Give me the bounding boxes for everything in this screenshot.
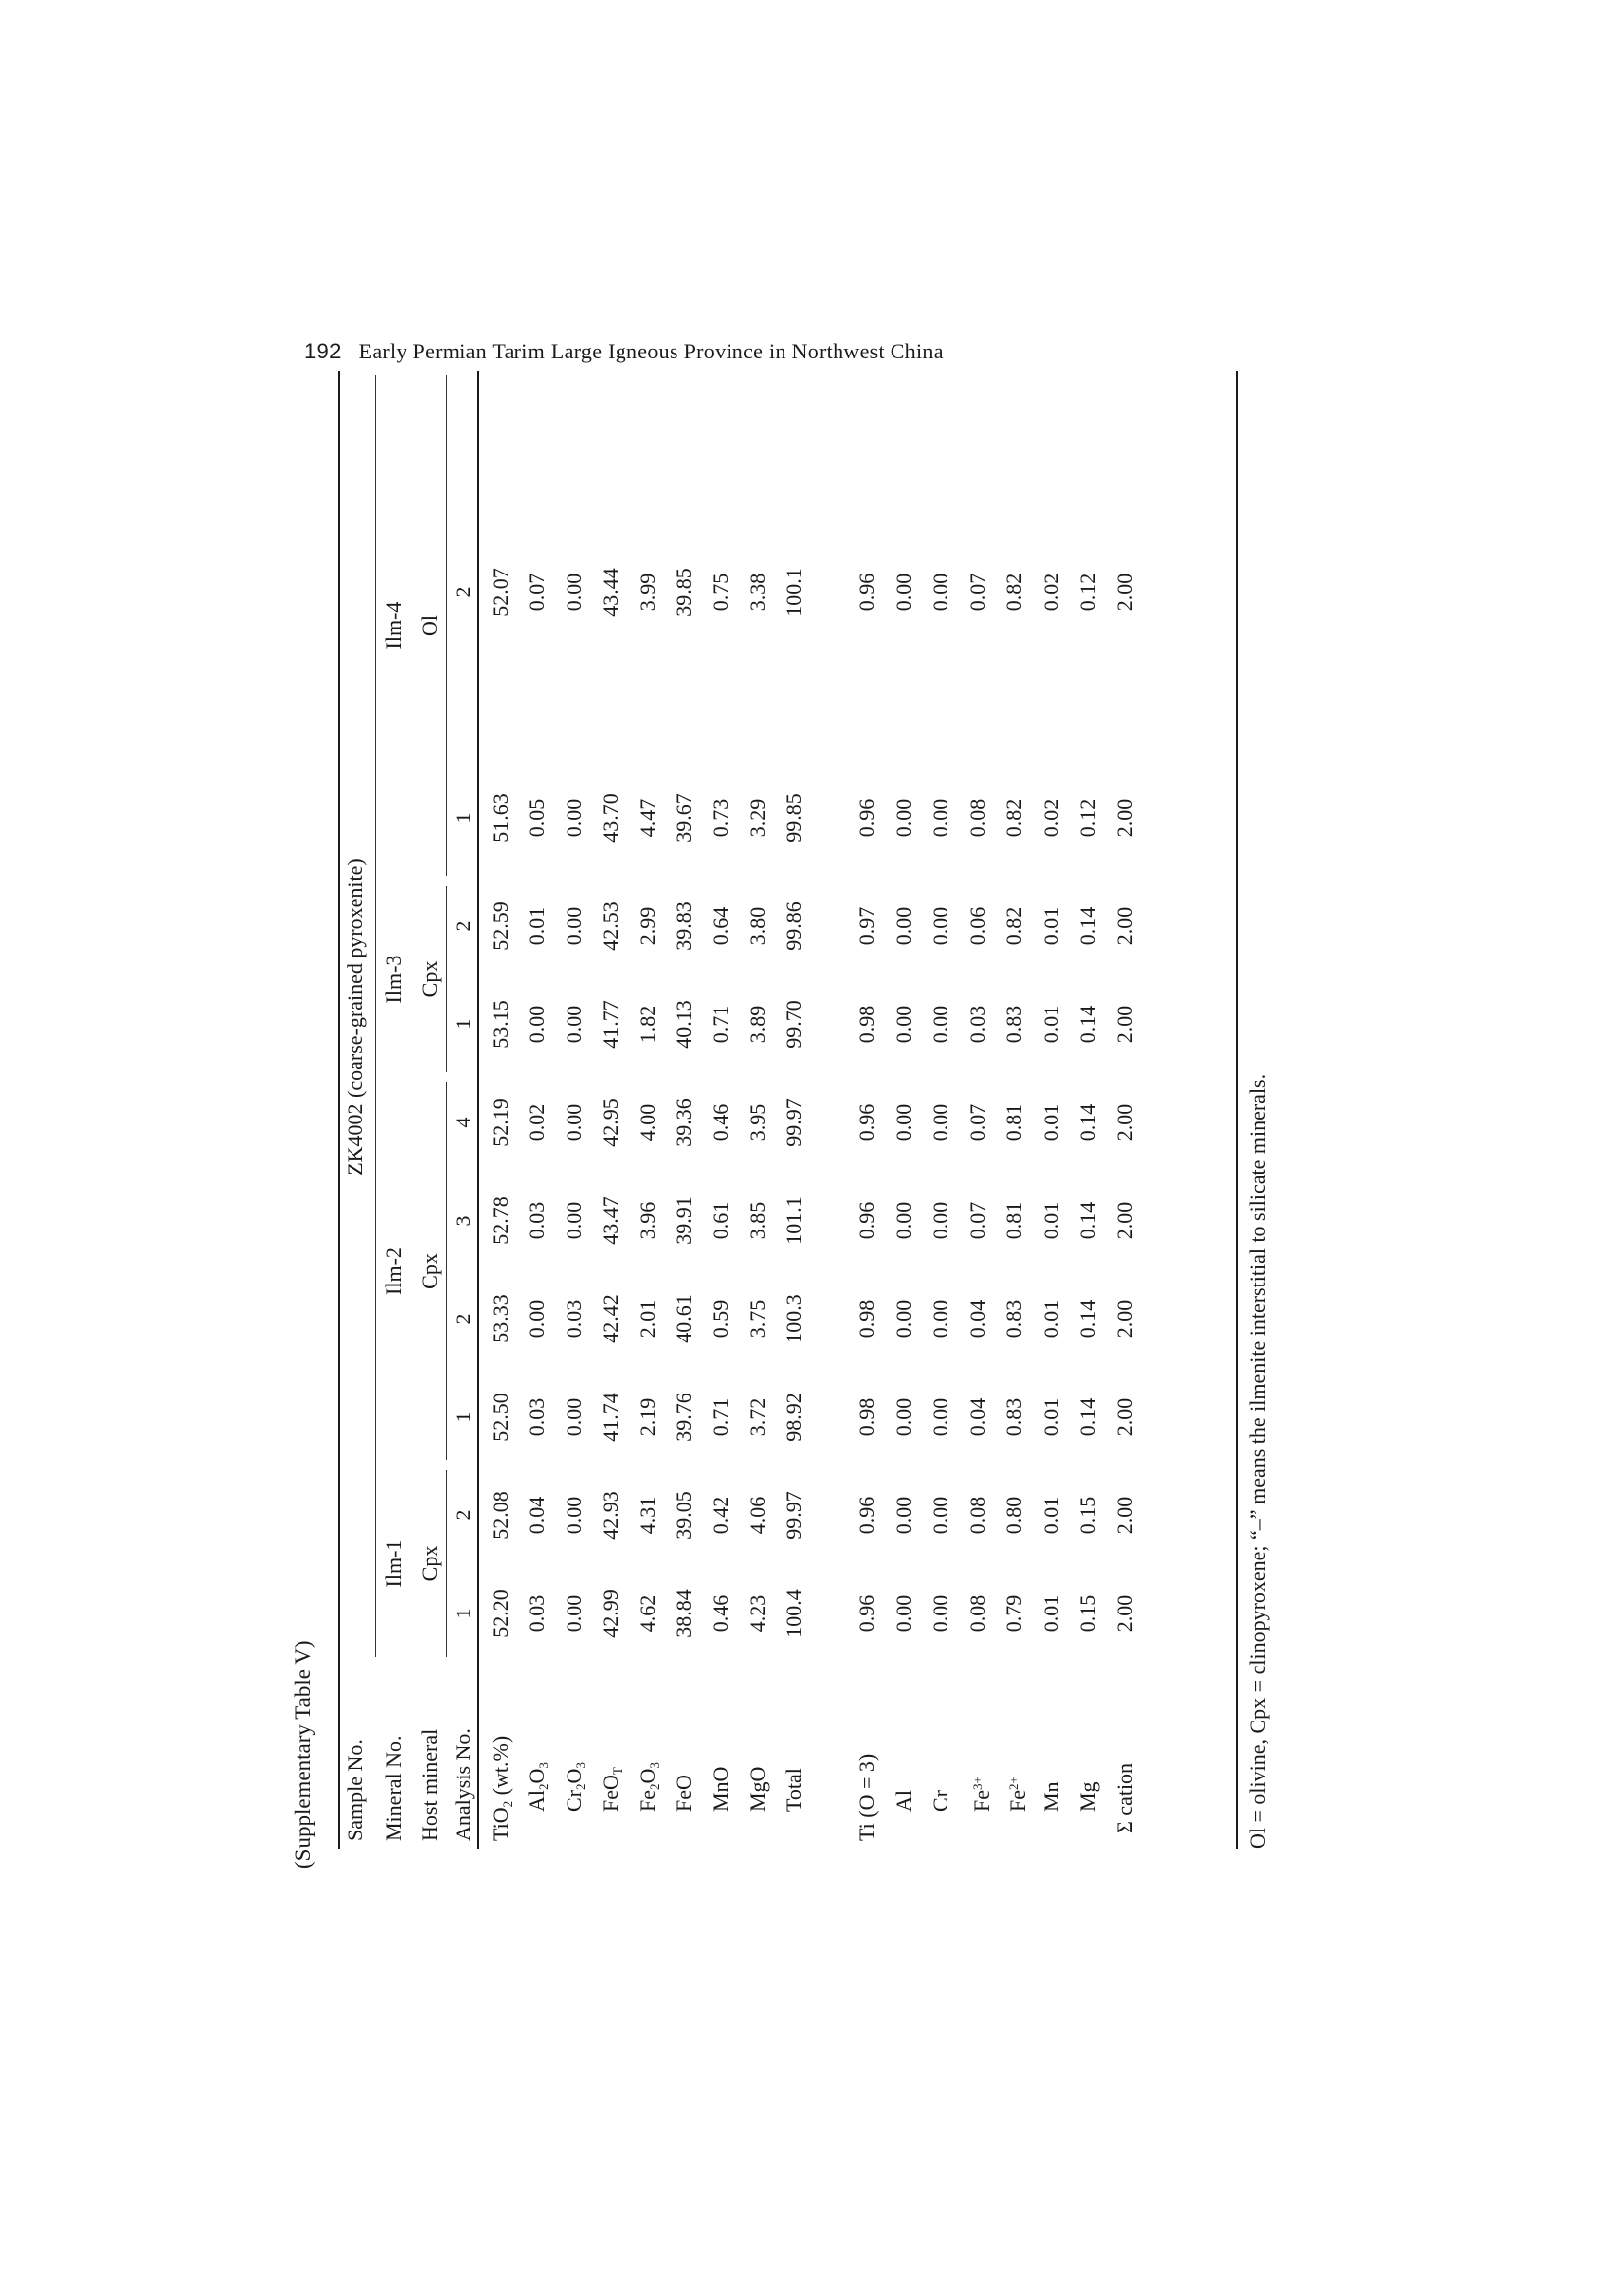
table-cell: 0.82 [1001,798,1026,838]
row-label: Total [782,1768,806,1812]
table-cell: 0.14 [1075,906,1100,946]
table-cell: 3.85 [745,1201,770,1240]
sample-name: ZK4002 (coarse-grained pyroxenite) [343,858,367,1175]
table-cell: 2.00 [1112,1397,1137,1437]
analysis-no-cell: 2 [451,586,475,598]
table-cell: 52.20 [488,1589,513,1638]
host-ilm-3: Cpx [417,960,442,998]
row-label: $Fe_2O_3$ [635,1762,662,1812]
table-cell: 0.03 [524,1201,549,1240]
table-cell: 40.61 [672,1294,696,1343]
table-cell: 0.00 [562,1005,586,1044]
table-cell: 101.1 [782,1196,806,1245]
table-cell: 0.00 [562,1201,586,1240]
table-cell: 2.00 [1112,573,1137,612]
table-cell: 0.12 [1075,798,1100,838]
table-cell: 3.96 [635,1201,660,1240]
table-cell: 0.00 [892,906,916,946]
mineral-ilm-2: Ilm-2 [381,1247,406,1295]
table-cell: 1.82 [635,1005,660,1044]
table-cell: 39.76 [672,1393,696,1442]
table-cell: 39.36 [672,1098,696,1147]
table-cell: 99.97 [782,1098,806,1147]
table-cell: 0.14 [1075,1201,1100,1240]
table-cell: 99.70 [782,1000,806,1049]
table-cell: 53.15 [488,1000,513,1049]
table-cell: 0.73 [708,798,732,838]
table-cell: 42.99 [598,1589,622,1638]
table-cell: 3.89 [745,1005,770,1044]
sample-underline [375,375,376,1657]
mineral-ilm-3: Ilm-3 [381,955,406,1004]
table-cell: 0.01 [1039,1103,1063,1142]
row-label: $Fe^{2+}$ [1005,1777,1030,1812]
table-cell: 0.03 [562,1299,586,1339]
table-cell: 0.14 [1075,1397,1100,1437]
row-label: Σ cation [1112,1762,1137,1833]
analysis-no-cell: 1 [451,812,475,824]
analysis-no-cell: 4 [451,1117,475,1128]
row-label: Mg [1075,1781,1100,1812]
table-cell: 0.81 [1001,1201,1026,1240]
row-label: MnO [708,1766,732,1812]
table-cell: 39.85 [672,568,696,617]
table-cell: 0.15 [1075,1594,1100,1633]
table-top-rule [338,371,340,1849]
table-cell: 0.83 [1001,1299,1026,1339]
table-cell: 0.02 [1039,573,1063,612]
table-cell: 2.00 [1112,1299,1137,1339]
table-cell: 52.07 [488,568,513,617]
table-cell: 0.00 [892,1496,916,1535]
table-cell: 4.62 [635,1594,660,1633]
table-cell: 98.92 [782,1393,806,1442]
table-cell: 99.97 [782,1491,806,1540]
table-cell: 4.00 [635,1103,660,1142]
table-cell: 0.01 [1039,1496,1063,1535]
row-label: $Cr_2O_3$ [562,1762,588,1812]
row-label: MgO [745,1766,770,1812]
table-cell: 53.33 [488,1294,513,1343]
table-cell: 0.98 [854,1005,879,1044]
row-label: FeO [672,1775,696,1812]
table-cell: 0.01 [1039,1201,1063,1240]
table-cell: 39.91 [672,1196,696,1245]
table-cell: 0.08 [965,1496,990,1535]
table-cell: 2.19 [635,1397,660,1437]
data-table [338,371,1237,1849]
table-cell: 0.06 [965,906,990,946]
table-cell: 0.07 [965,1103,990,1142]
table-cell: 38.84 [672,1589,696,1638]
table-cell: 0.14 [1075,1005,1100,1044]
table-cell: 43.44 [598,568,622,617]
table-cell: 100.1 [782,568,806,617]
table-cell: 0.75 [708,573,732,612]
analysis-no-cell: 2 [451,1313,475,1325]
table-cell: 0.96 [854,1594,879,1633]
table-cell: 0.01 [1039,1594,1063,1633]
table-cell: 0.83 [1001,1397,1026,1437]
table-cell: 0.96 [854,573,879,612]
table-cell: 3.29 [745,798,770,838]
table-cell: 0.04 [965,1299,990,1339]
table-cell: 0.96 [854,1201,879,1240]
mineral-no-label: Mineral No. [381,1735,406,1841]
rotated-table-block [265,445,1306,1933]
table-bottom-rule [1236,371,1238,1849]
table-cell: 43.70 [598,793,622,843]
table-cell: 3.99 [635,573,660,612]
analysis-no-cell: 1 [451,1018,475,1030]
table-cell: 0.42 [708,1496,732,1535]
table-cell: 0.00 [928,573,952,612]
table-cell: 0.03 [965,1005,990,1044]
table-cell: 0.97 [854,906,879,946]
table-cell: 0.64 [708,906,732,946]
table-cell: 0.61 [708,1201,732,1240]
table-cell: 0.03 [524,1397,549,1437]
row-label: $Al_2O_3$ [524,1762,551,1812]
table-cell: 42.95 [598,1098,622,1147]
row-label: $Fe^{3+}$ [969,1777,994,1812]
table-cell: 0.00 [928,1594,952,1633]
table-cell: 3.80 [745,906,770,946]
table-cell: 42.53 [598,902,622,951]
table-footnote: Ol = olivine, Cpx = clinopyroxene; “–” means the ilmenite interstitial to silicate minerals. [1245,1073,1270,1849]
mineral-ilm-4: Ilm-4 [381,601,406,650]
table-cell: 0.96 [854,1496,879,1535]
table-cell: 41.74 [598,1393,622,1442]
row-label: Mn [1039,1781,1063,1812]
table-cell: 0.00 [892,1201,916,1240]
table-header-rule [477,371,479,1849]
running-head [304,339,944,364]
table-cell: 52.08 [488,1491,513,1540]
table-cell: 2.00 [1112,906,1137,946]
ilm3-underline [446,886,447,1072]
row-label: Cr [928,1790,952,1812]
table-cell: 2.99 [635,906,660,946]
table-cell: 0.12 [1075,573,1100,612]
table-cell: 0.00 [928,1299,952,1339]
table-cell: 0.01 [1039,906,1063,946]
row-label: Al [892,1790,916,1812]
table-cell: 51.63 [488,793,513,843]
table-cell: 0.82 [1001,573,1026,612]
table-cell: 0.46 [708,1594,732,1633]
table-cell: 2.01 [635,1299,660,1339]
ilm1-underline [446,1470,447,1657]
table-cell: 52.78 [488,1196,513,1245]
table-cell: 0.00 [524,1005,549,1044]
table-cell: 0.71 [708,1005,732,1044]
table-cell: 2.00 [1112,1005,1137,1044]
table-cell: 0.00 [892,573,916,612]
table-cell: 0.01 [1039,1397,1063,1437]
ilm2-underline [446,1082,447,1460]
table-cell: 0.96 [854,798,879,838]
analysis-no-cell: 2 [451,1509,475,1521]
table-cell: 0.00 [928,1103,952,1142]
table-cell: 4.06 [745,1496,770,1535]
sample-no-label: Sample No. [343,1739,367,1841]
table-cell: 0.01 [1039,1005,1063,1044]
table-cell: 0.07 [965,573,990,612]
table-cell: 0.96 [854,1103,879,1142]
table-cell: 0.00 [928,1005,952,1044]
table-cell: 39.83 [672,902,696,951]
table-cell: 2.00 [1112,1594,1137,1633]
table-cell: 0.08 [965,1594,990,1633]
table-cell: 0.00 [892,1594,916,1633]
table-cell: 0.00 [562,1594,586,1633]
analysis-no-label: Analysis No. [451,1728,475,1841]
table-cell: 0.00 [562,906,586,946]
table-cell: 3.95 [745,1103,770,1142]
table-cell: 3.75 [745,1299,770,1339]
table-cell: 39.67 [672,793,696,843]
page-number: 192 [304,339,342,363]
table-cell: 0.14 [1075,1299,1100,1339]
table-cell: 0.03 [524,1594,549,1633]
table-cell: 4.47 [635,798,660,838]
table-cell: 0.00 [562,1397,586,1437]
table-cell: 41.77 [598,1000,622,1049]
row-label: FeO$_T$ [598,1767,624,1812]
table-cell: 2.00 [1112,1496,1137,1535]
table-cell: 0.14 [1075,1103,1100,1142]
table-cell: 100.4 [782,1589,806,1638]
table-cell: 3.72 [745,1397,770,1437]
table-cell: 0.00 [892,1005,916,1044]
table-cell: 42.42 [598,1294,622,1343]
table-cell: 0.59 [708,1299,732,1339]
table-cell: 0.00 [562,798,586,838]
table-cell: 0.00 [928,1496,952,1535]
host-mineral-label: Host mineral [417,1728,442,1841]
table-cell: 0.80 [1001,1496,1026,1535]
table-cell: 4.31 [635,1496,660,1535]
table-cell: 0.01 [1039,1299,1063,1339]
analysis-no-cell: 3 [451,1215,475,1227]
table-cell: 52.59 [488,902,513,951]
table-cell: 2.00 [1112,1103,1137,1142]
table-cell: 0.07 [524,573,549,612]
table-cell: 99.85 [782,793,806,843]
table-cell: 0.00 [892,1103,916,1142]
table-cell: 0.04 [524,1496,549,1535]
row-label: TiO$_2$ (wt.%) [488,1735,514,1841]
table-cell: 4.23 [745,1594,770,1633]
table-cell: 0.00 [928,1397,952,1437]
table-cell: 0.01 [524,906,549,946]
analysis-no-cell: 1 [451,1411,475,1423]
table-cell: 0.00 [928,798,952,838]
table-cell: 100.3 [782,1294,806,1343]
table-cell: 0.98 [854,1299,879,1339]
table-cell: 39.05 [672,1491,696,1540]
table-cell: 99.86 [782,902,806,951]
table-cell: 0.07 [965,1201,990,1240]
host-ilm-2: Cpx [417,1253,442,1289]
table-cell: 0.81 [1001,1103,1026,1142]
table-cell: 0.08 [965,798,990,838]
table-cell: 40.13 [672,1000,696,1049]
table-cell: 0.15 [1075,1496,1100,1535]
table-cell: 0.00 [562,1103,586,1142]
table-cell: 0.00 [928,906,952,946]
table-cell: 0.46 [708,1103,732,1142]
table-cell: 0.04 [965,1397,990,1437]
ilm4-underline [446,375,447,876]
table-cell: 52.50 [488,1393,513,1442]
table-cell: 0.82 [1001,906,1026,946]
analysis-no-cell: 1 [451,1608,475,1619]
table-cell: 0.05 [524,798,549,838]
analysis-no-cell: 2 [451,920,475,932]
table-cell: 0.00 [562,573,586,612]
table-cell: 0.00 [892,1299,916,1339]
table-cell: 0.00 [892,1397,916,1437]
table-cell: 0.00 [562,1496,586,1535]
table-cell: 0.00 [928,1201,952,1240]
table-cell: 0.00 [892,798,916,838]
host-ilm-4: Ol [417,615,442,636]
table-cell: 0.83 [1001,1005,1026,1044]
table-cell: 2.00 [1112,1201,1137,1240]
table-cell: 0.02 [1039,798,1063,838]
table-cell: 3.38 [745,573,770,612]
table-caption: (Supplementary Table V) [291,1640,315,1869]
table-cell: 2.00 [1112,798,1137,838]
host-ilm-1: Cpx [417,1545,442,1582]
table-cell: 0.79 [1001,1594,1026,1633]
row-label: Ti (O = 3) [854,1753,879,1841]
book-title: Early Permian Tarim Large Igneous Province in Northwest China [358,339,944,363]
mineral-ilm-1: Ilm-1 [381,1539,406,1588]
table-cell: 52.19 [488,1098,513,1147]
table-cell: 0.98 [854,1397,879,1437]
table-cell: 0.00 [524,1299,549,1339]
table-cell: 42.93 [598,1491,622,1540]
table-cell: 43.47 [598,1196,622,1245]
table-cell: 0.02 [524,1103,549,1142]
table-cell: 0.71 [708,1397,732,1437]
